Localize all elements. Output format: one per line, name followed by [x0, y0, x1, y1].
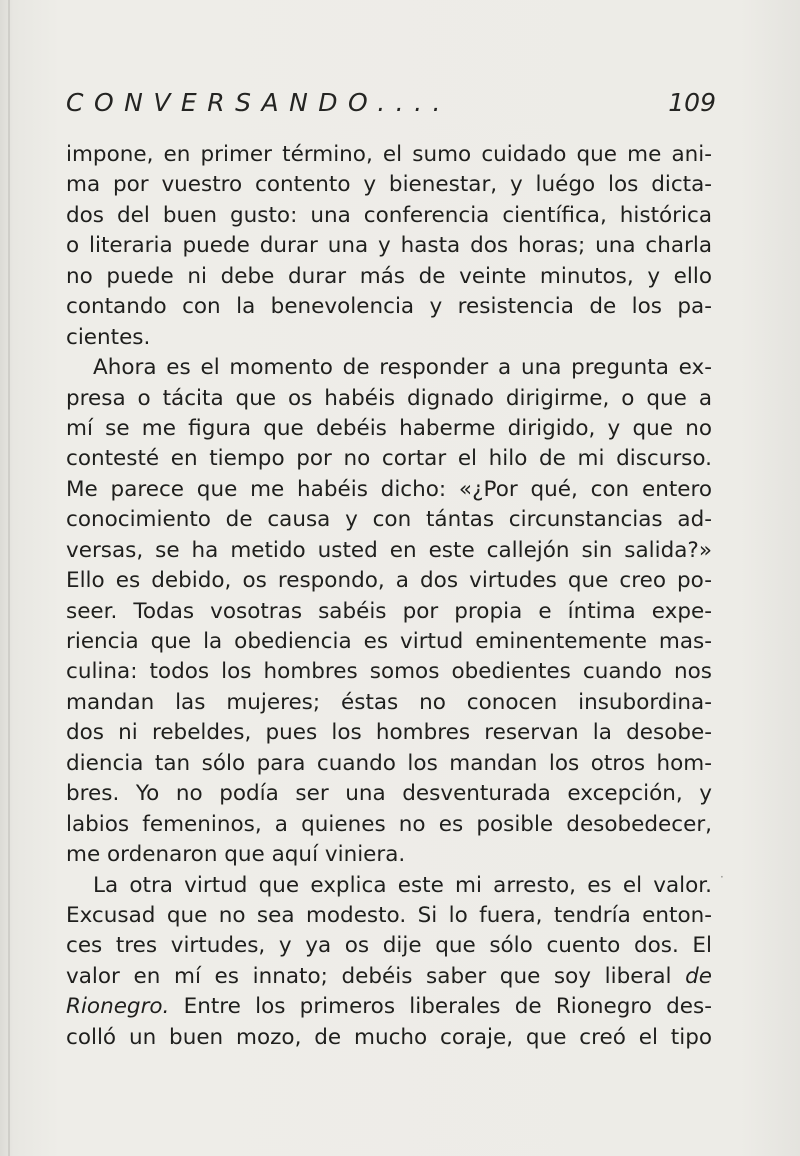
line-text: Ello es debido, os respondo, a dos virtudes que creo po- — [66, 568, 712, 594]
line-text: ces tres virtudes, y ya os dije que sólo cuento dos. El — [66, 933, 712, 959]
line-text: o literaria puede durar una y hasta dos horas; una charla — [66, 233, 712, 259]
text-line — [66, 505, 712, 535]
text-line — [66, 840, 712, 870]
line-text: ma por vuestro contento y bienestar, y luégo los dicta- — [66, 172, 712, 198]
line-text: dos ni rebeldes, pues los hombres reservan la desobe- — [66, 720, 712, 746]
text-line — [66, 444, 712, 474]
text-line — [66, 384, 712, 414]
italic-word: Rionegro. — [66, 994, 170, 1020]
text-line — [66, 536, 712, 566]
line-text: seer. Todas vosotras sabéis por propia e íntima expe- — [66, 598, 712, 624]
line-text: labios femeninos, a quienes no es posible desobedecer, — [66, 811, 712, 837]
line-text: contando con la benevolencia y resistencia de los pa- — [66, 294, 712, 320]
line-text: colló un buen mozo, de mucho coraje, que creó el tipo — [66, 1024, 712, 1050]
line-text: conocimiento de causa y con tántas circunstancias ad- — [66, 507, 712, 533]
line-text: riencia que la obediencia es virtud eminentemente mas- — [66, 629, 712, 654]
line-text: mí se me figura que debéis haberme dirigido, y que no — [66, 415, 712, 441]
text-line — [66, 718, 712, 748]
text-line — [66, 323, 712, 353]
line-text: bres. Yo no podía ser una desventurada excepción, y — [66, 781, 712, 807]
line-text: Ahora es el momento de responder a una pregunta ex- — [93, 355, 712, 381]
body-text — [66, 140, 712, 1053]
text-line — [66, 688, 712, 718]
line-text: valor en mí es innato; debéis saber que soy liberal — [66, 963, 672, 989]
page-number: 109 — [668, 88, 716, 117]
line-text: contesté en tiempo por no cortar el hilo de mi discurso. — [66, 446, 712, 472]
text-line — [66, 992, 712, 1022]
text-line — [66, 566, 712, 596]
text-line — [66, 140, 712, 170]
text-line — [66, 962, 712, 992]
page-gutter-edge — [8, 0, 10, 1156]
text-line — [66, 931, 712, 961]
text-line — [66, 901, 712, 931]
text-line — [66, 170, 712, 200]
line-text: no puede ni debe durar más de veinte minutos, y ello — [66, 263, 712, 289]
line-text: culina: todos los hombres somos obedientes cuando nos — [66, 659, 712, 685]
text-line — [66, 597, 712, 627]
line-text: Excusad que no sea modesto. Si lo fuera, tendría enton- — [66, 902, 712, 928]
line-text: La otra virtud que explica este mi arresto, es el valor. — [93, 872, 712, 898]
text-line — [66, 749, 712, 779]
margin-speck: · — [720, 870, 724, 884]
text-line — [66, 657, 712, 687]
line-text: mandan las mujeres; éstas no conocen insubordina- — [66, 689, 712, 715]
text-line — [66, 292, 712, 322]
text-line — [66, 871, 712, 901]
running-title: CONVERSANDO.... — [66, 88, 451, 117]
line-text: versas, se ha metido usted en este callejón sin salida?» — [66, 537, 712, 563]
text-line — [66, 810, 712, 840]
line-text: me ordenaron que aquí viniera. — [66, 842, 406, 868]
text-line — [66, 1023, 712, 1053]
text-line — [66, 353, 712, 383]
text-line — [66, 627, 712, 657]
line-text: Entre los primeros liberales de Rionegro des- — [169, 994, 712, 1020]
line-text: cientes. — [66, 324, 151, 350]
text-line — [66, 231, 712, 261]
italic-word: de — [685, 963, 712, 989]
text-line — [66, 414, 712, 444]
line-text: impone, en primer término, el sumo cuidado que me ani- — [66, 142, 712, 167]
text-line — [66, 779, 712, 809]
line-text: dos del buen gusto: una conferencia científica, histórica — [66, 202, 712, 228]
line-text: presa o tácita que os habéis dignado dirigirme, o que a — [66, 385, 712, 411]
line-text: diencia tan sólo para cuando los mandan los otros hom- — [66, 750, 712, 776]
text-line — [66, 201, 712, 231]
text-line — [66, 475, 712, 505]
page-header — [66, 88, 716, 122]
text-line — [66, 262, 712, 292]
line-text: Me parece que me habéis dicho: «¿Por qué, con entero — [66, 476, 712, 502]
